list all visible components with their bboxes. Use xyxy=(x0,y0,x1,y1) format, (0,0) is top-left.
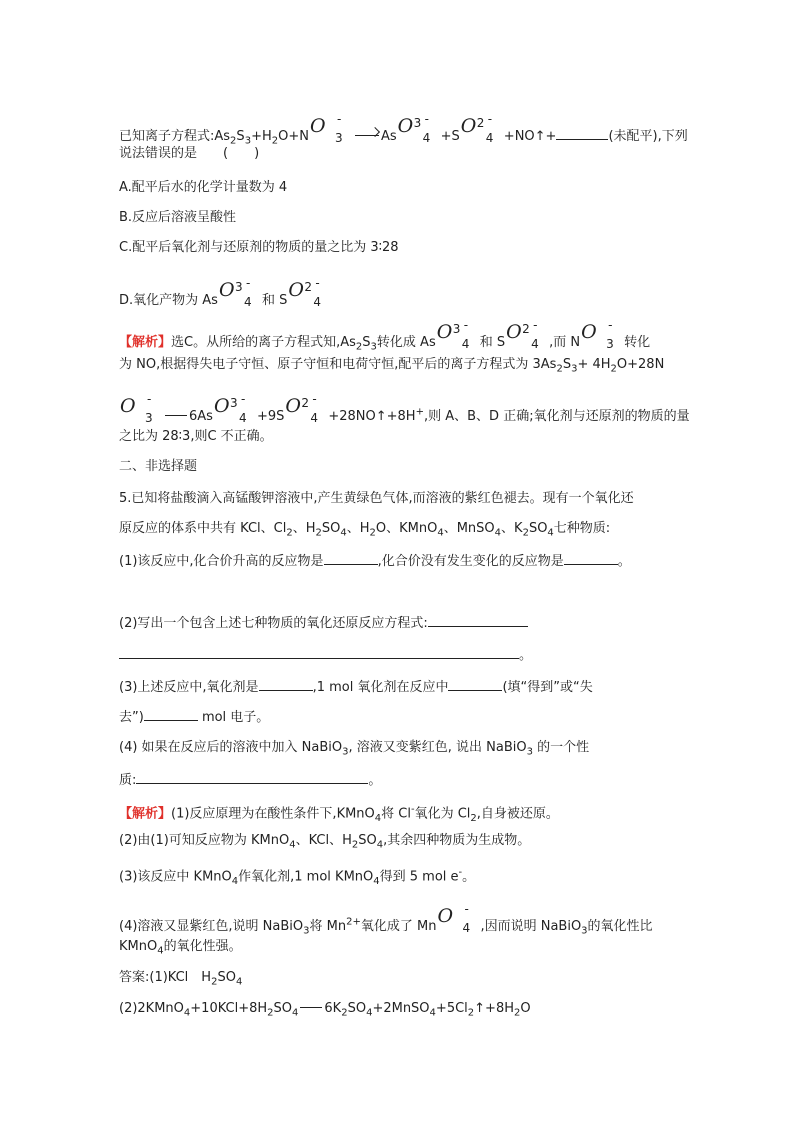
q4-option-c: C.配平后氧化剂与还原剂的物质的量之比为 3∶28 xyxy=(119,240,399,255)
equals-line-icon xyxy=(165,415,187,416)
q4-text: 已知离子方程式:As xyxy=(119,129,231,144)
q4-analysis-line1: 【解析】选C。从所给的离子方程式知$,As_2S_3$转化成 As O 3 - 4 和 S O 2 - 4 ,而 N O - 3 转化 xyxy=(119,318,651,353)
answer-blank[interactable] xyxy=(136,770,368,784)
q5-part2: (2)写出一个包含上述七种物质的氧化还原反应方程式: xyxy=(119,613,528,633)
q5-part2-continued: 。 xyxy=(119,645,532,665)
analysis-tag: 【解析】 xyxy=(119,806,172,822)
q5-part3: (3)上述反应中,氧化剂是 ,1 mol 氧化剂在反应中 (填“得到”或“失 xyxy=(119,677,593,697)
answer-blank[interactable] xyxy=(119,645,519,659)
answer-blank[interactable] xyxy=(556,126,608,140)
reaction-arrow-icon xyxy=(355,135,379,136)
q4-stem-line2: 说法错误的是 ( ) xyxy=(119,146,260,161)
answer-line1: 答案:(1)KCl $H_2SO_4$ xyxy=(119,970,243,988)
q5-part4-continued: 质: 。 xyxy=(119,770,381,790)
q5-analysis-line2: (2)由(1)可知反应物为 KMnO$_4$、KCl、$H_2SO_4$,其余四种物质为生成物。 xyxy=(119,833,531,851)
q5-stem-line1: 5.已知将盐酸滴入高锰酸钾溶液中,产生黄绿色气体,而溶液的紫红色褪去。现有一个氧化还 xyxy=(119,491,634,506)
q4-stem-line1: 已知离子方程式$:As_2S_3+H_2O+N$ O - 3 As O 3 - 4 +S O 2 - 4 +NO↑+ (未配平),下列 xyxy=(119,112,688,147)
q4-analysis-line4: 之比为 28∶3,则C 不正确。 xyxy=(119,429,273,444)
equals-line-icon xyxy=(300,1007,322,1008)
q5-analysis-line4: (4)溶液又显紫红色,说明 NaBiO$_3$将 $Mn^{2+}$氧化成了 Mn O - 4 ,因而说明 NaBiO$_3$的氧化性比 xyxy=(119,902,653,937)
q4-analysis-line2: 为 NO,根据得失电子守恒、原子守恒和电荷守恒,配平后的离子方程式为 $3As_2S_3+ 4H_2O+28N$ xyxy=(119,357,665,375)
answer-blank[interactable] xyxy=(324,551,378,565)
sulfate-ion: O 2 - 4 xyxy=(460,112,494,145)
answer-blank[interactable] xyxy=(564,551,618,565)
q5-analysis-line5: KMnO$_4$的氧化性强。 xyxy=(119,939,242,957)
arsenate-ion: O 3 - 4 xyxy=(436,318,470,351)
q4-option-b: B.反应后溶液呈酸性 xyxy=(119,210,237,225)
answer-blank[interactable] xyxy=(144,707,198,721)
arsenate-ion: O 3 - 4 xyxy=(397,112,431,145)
answer-blank[interactable] xyxy=(448,677,502,691)
section-heading: 二、非选择题 xyxy=(119,459,198,474)
nitrate-ion: O - 3 xyxy=(309,112,343,145)
nitrate-ion: O - 3 xyxy=(581,318,614,351)
answer-line2: $(2)2KMnO_4+10KCl+8H_2SO_4$ $6K_2SO_4+2MnSO_4+5Cl_2↑+8H_2O$ xyxy=(119,1001,531,1019)
q5-analysis-line3: (3)该反应中 KMnO$_4$作氧化剂,1 mol KMnO$_4$得到 5 mol e-。 xyxy=(119,867,476,887)
q4-option-a: A.配平后水的化学计量数为 4 xyxy=(119,180,288,195)
sulfate-ion: O 2 - 4 xyxy=(285,392,318,425)
sulfate-ion: O 2 - 4 xyxy=(506,318,539,351)
arsenate-ion: O 3 - 4 xyxy=(213,392,247,425)
q4-analysis-line3: O - 3 6As O 3 - 4 +9S O 2 - 4 +28NO↑+8H+,则 A、B、D 正确;氧化剂与还原剂的物质的量 xyxy=(120,392,690,425)
q5-stem-line2: 原反应的体系中共有 KCl、$Cl_2$、$H_2SO_4$、$H_2O$、KMnO$_4$、MnSO$_4$、$K_2SO_4$七种物质: xyxy=(119,521,611,539)
arsenate-ion: O 3 - 4 xyxy=(218,276,252,309)
q5-part1: (1)该反应中,化合价升高的反应物是 ,化合价没有发生变化的反应物是 。 xyxy=(119,551,631,571)
sulfate-ion: O 2 - 4 xyxy=(288,276,321,309)
analysis-tag: 【解析】 xyxy=(119,335,172,350)
permanganate-ion: O - 4 xyxy=(437,902,471,935)
q5-part4: (4) 如果在反应后的溶液中加入 NaBiO$_3$, 溶液又变紫红色, 说出 NaBiO$_3$ 的一个性 xyxy=(119,740,590,758)
answer-blank[interactable] xyxy=(428,613,528,627)
q5-part3-continued: 去”) mol 电子。 xyxy=(119,707,269,727)
answer-blank[interactable] xyxy=(259,677,313,691)
nitrate-ion: O - 3 xyxy=(120,392,153,425)
q4-option-d: D.氧化产物为 As O 3 - 4 和 S O 2 - 4 xyxy=(119,280,331,310)
q5-analysis-line1: 【解析】(1)反应原理为在酸性条件下,KMnO$_4$将 Cl-氧化为 $Cl_2$,自身被还原。 xyxy=(119,804,559,824)
